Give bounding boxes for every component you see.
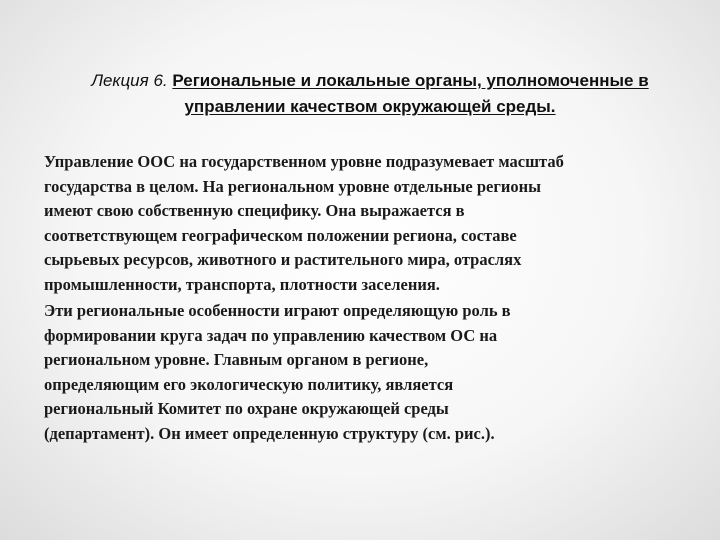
slide-body — [44, 150, 684, 448]
paragraph-1-line-3: имеют свою собственную специфику. Она выражается в — [44, 201, 465, 220]
paragraph-1-line-1: Управление ООС на государственном уровне подразумевает масштаб — [44, 152, 564, 171]
paragraph-2-line-5: региональный Комитет по охране окружающей среды — [44, 399, 449, 418]
lecture-number: Лекция 6. — [91, 71, 168, 90]
paragraph-2-line-6: (департамент). Он имеет определенную структуру (см. рис.). — [44, 423, 495, 443]
paragraph-2-line-1: Эти региональные особенности играют определяющую роль в — [44, 301, 511, 320]
lecture-topic-line-1: Региональные и локальные органы, уполномоченные в — [172, 71, 649, 90]
paragraph-1-line-6: промышленности, транспорта, плотности заселения. — [44, 274, 440, 294]
paragraph-2 — [44, 299, 684, 446]
paragraph-2-line-4: определяющим его экологическую политику, является — [44, 374, 454, 394]
paragraph-2-line-2: формировании круга задач по управлению качеством ОС на — [44, 325, 498, 345]
paragraph-1-line-5: сырьевых ресурсов, животного и растительного мира, отраслях — [44, 250, 522, 269]
paragraph-1-line-2: государства в целом. На региональном уровне отдельные регионы — [44, 176, 542, 196]
slide-title — [60, 68, 680, 120]
lecture-topic-line-2: управлении качеством окружающей среды. — [184, 97, 556, 116]
paragraph-2-line-3: региональном уровне. Главным органом в регионе, — [44, 350, 429, 369]
paragraph-1 — [44, 150, 684, 297]
paragraph-1-line-4: соответствующем географическом положении региона, составе — [44, 225, 517, 245]
